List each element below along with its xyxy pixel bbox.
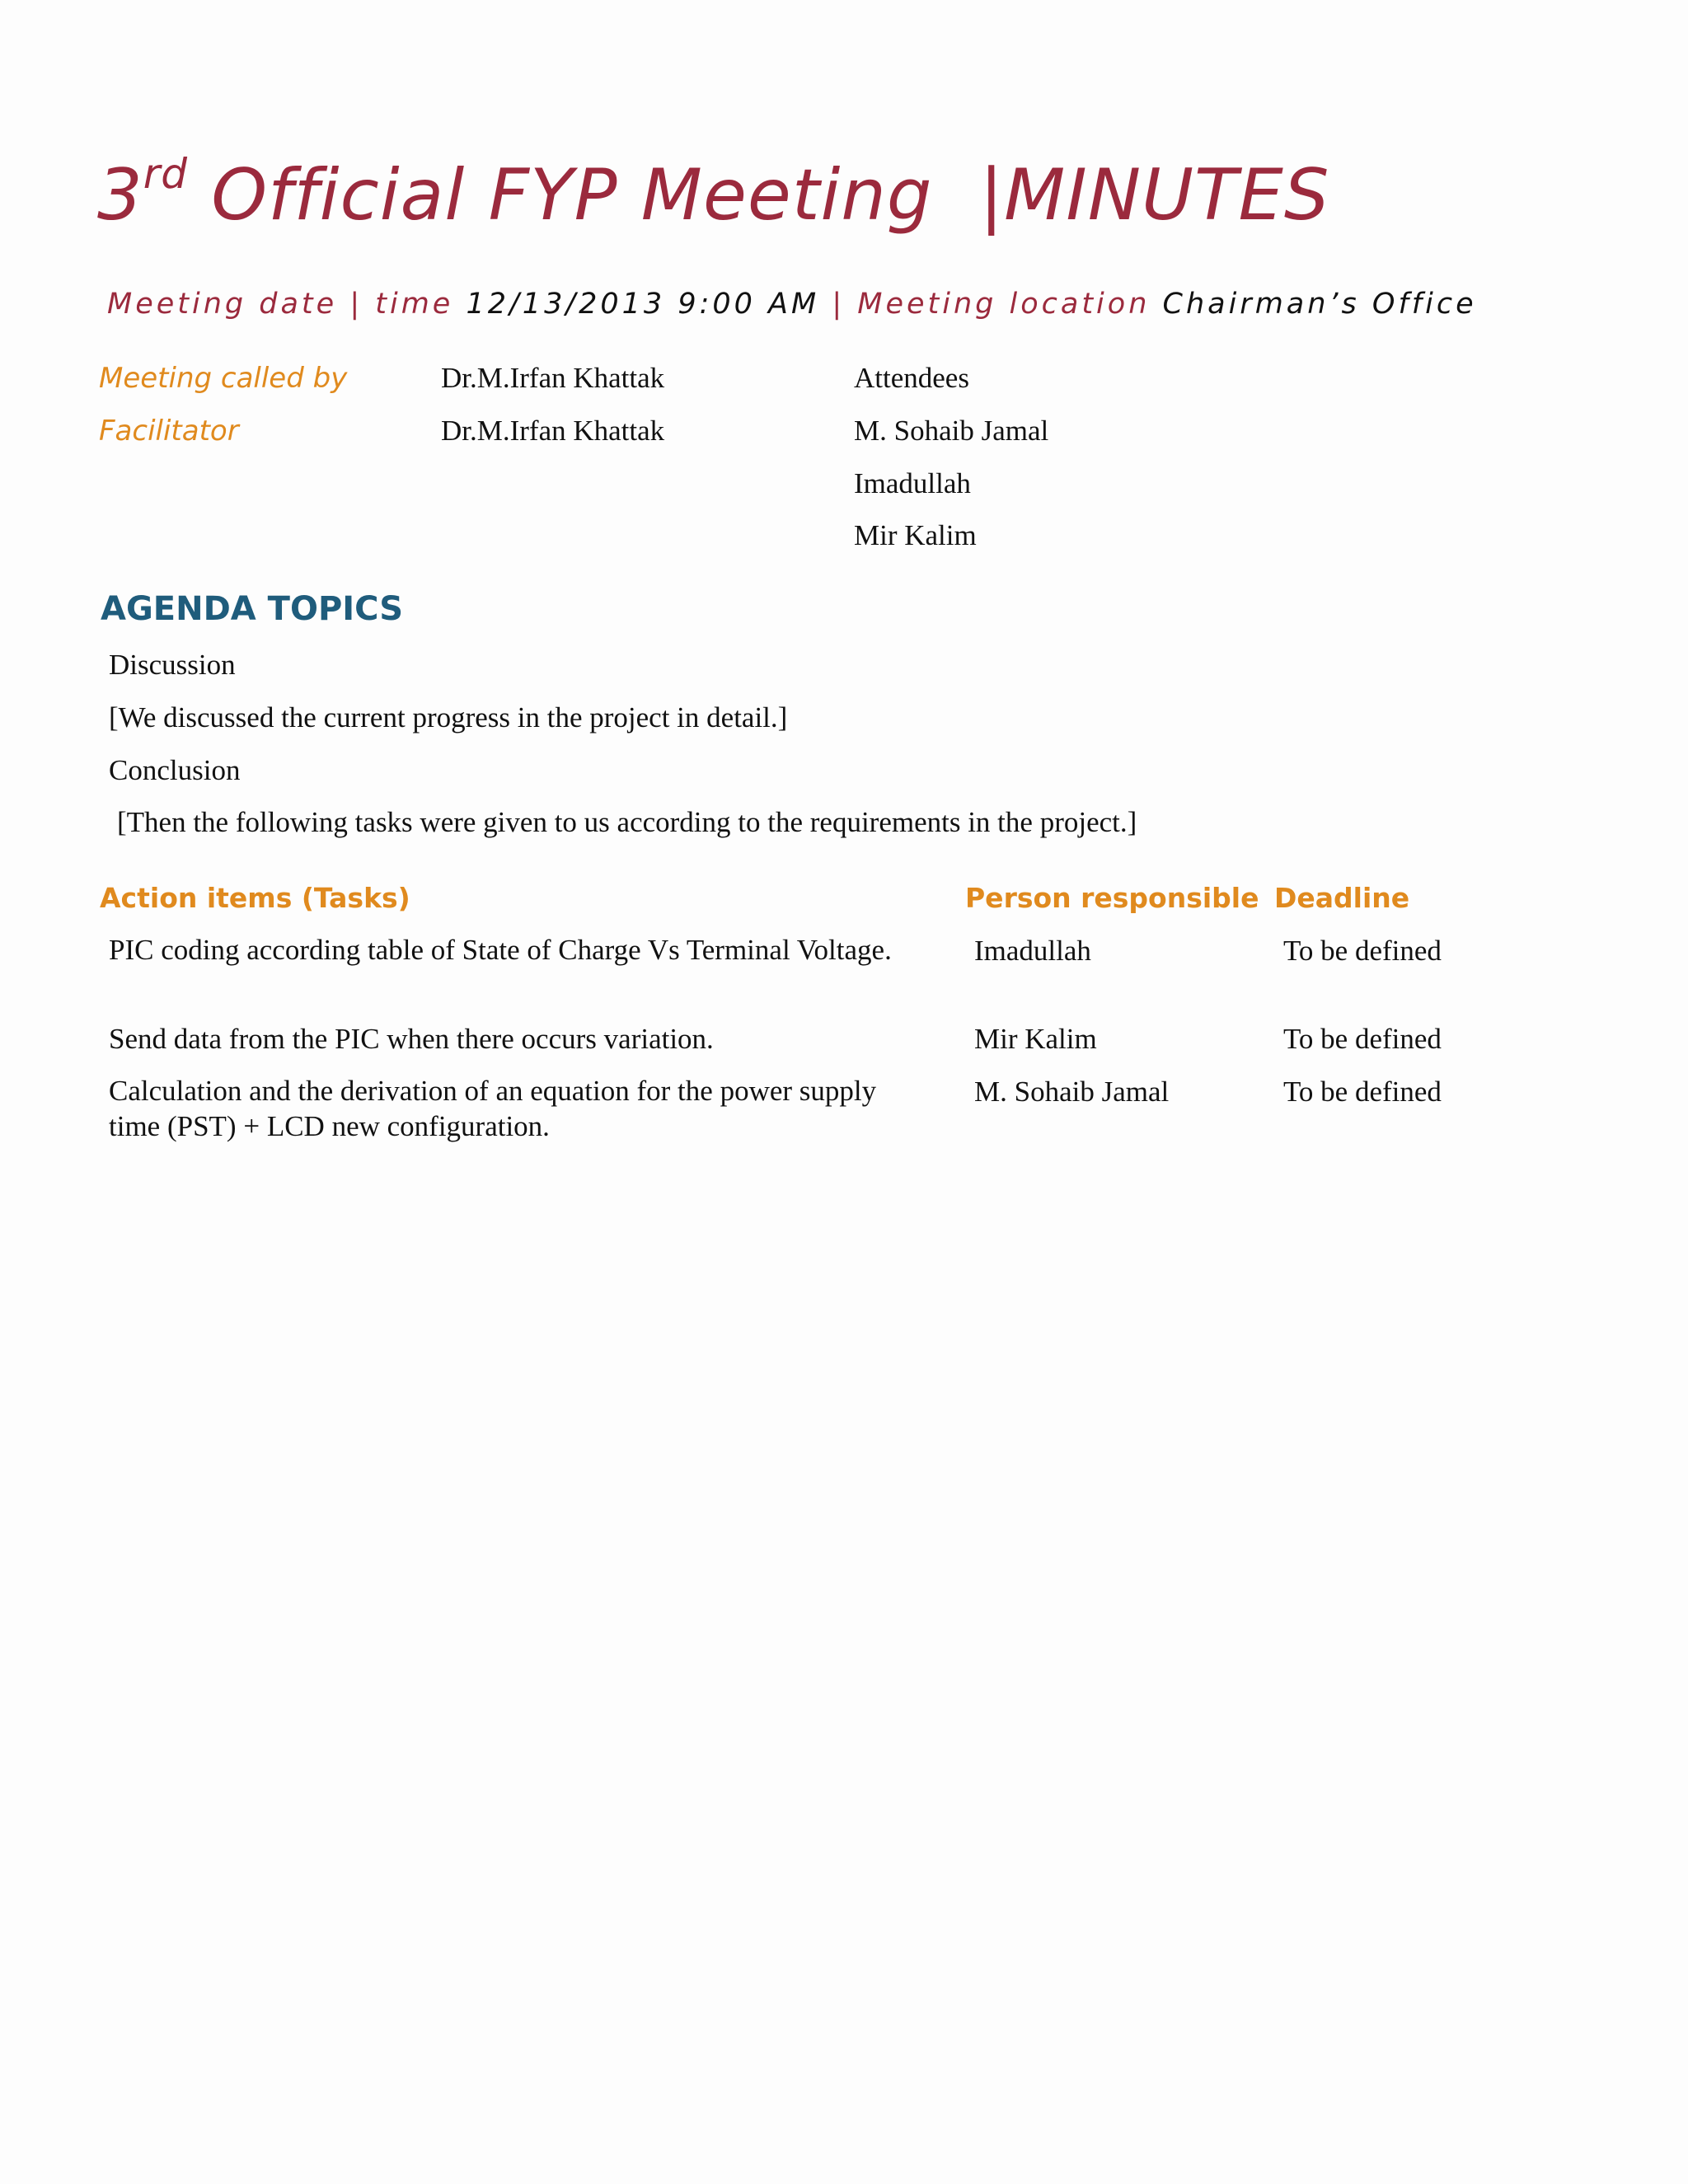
task-row-person: M. Sohaib Jamal bbox=[974, 1076, 1170, 1108]
task-row-deadline: To be defined bbox=[1283, 935, 1442, 967]
meeting-time-label: time bbox=[375, 288, 454, 321]
title-text: Official FYP Meeting |MINUTES bbox=[188, 154, 1330, 237]
attendees-label: Attendees bbox=[854, 362, 969, 394]
tasks-header-action: Action items (Tasks) bbox=[100, 882, 410, 914]
task-row-deadline: To be defined bbox=[1283, 1076, 1442, 1108]
page-title bbox=[97, 150, 1329, 251]
meeting-datetime-value: 12/13/2013 9:00 AM bbox=[466, 288, 820, 321]
attendee-item: Imadullah bbox=[854, 467, 971, 499]
conclusion-label: Conclusion bbox=[109, 754, 241, 786]
tasks-header-person: Person responsible bbox=[965, 882, 1259, 914]
meeting-meta-line bbox=[107, 285, 1477, 323]
task-row-person: Mir Kalim bbox=[974, 1023, 1097, 1055]
title-ordinal: 3 bbox=[97, 154, 143, 237]
conclusion-text: [Then the following tasks were given to us according to the requirements in the project.] bbox=[117, 806, 1137, 838]
task-row-action: Send data from the PIC when there occurs variation. bbox=[109, 1023, 714, 1055]
tasks-header-deadline: Deadline bbox=[1274, 882, 1410, 914]
task-row-person: Imadullah bbox=[974, 935, 1091, 967]
task-row-deadline: To be defined bbox=[1283, 1023, 1442, 1055]
agenda-heading: AGENDA TOPICS bbox=[101, 590, 404, 628]
meta-separator: | bbox=[832, 288, 846, 321]
called-by-value: Dr.M.Irfan Khattak bbox=[441, 362, 665, 394]
called-by-label: Meeting called by bbox=[99, 362, 348, 395]
facilitator-label: Facilitator bbox=[99, 415, 239, 448]
meeting-date-label: Meeting date bbox=[107, 288, 338, 321]
discussion-label: Discussion bbox=[109, 649, 236, 681]
facilitator-value: Dr.M.Irfan Khattak bbox=[441, 415, 665, 447]
meeting-location-value: Chairman’s Office bbox=[1162, 288, 1477, 321]
attendee-item: Mir Kalim bbox=[854, 519, 977, 551]
attendee-item: M. Sohaib Jamal bbox=[854, 415, 1049, 447]
meeting-location-label: Meeting location bbox=[857, 288, 1151, 321]
task-row-action: PIC coding according table of State of Charge Vs Terminal Voltage. bbox=[109, 934, 892, 966]
title-ordinal-suffix: rd bbox=[143, 150, 189, 198]
discussion-text: [We discussed the current progress in the project in detail.] bbox=[109, 701, 788, 733]
task-row-action: Calculation and the derivation of an equation for the power supply time (PST) + LCD new configuration. bbox=[109, 1075, 877, 1142]
meta-separator: | bbox=[349, 288, 363, 321]
